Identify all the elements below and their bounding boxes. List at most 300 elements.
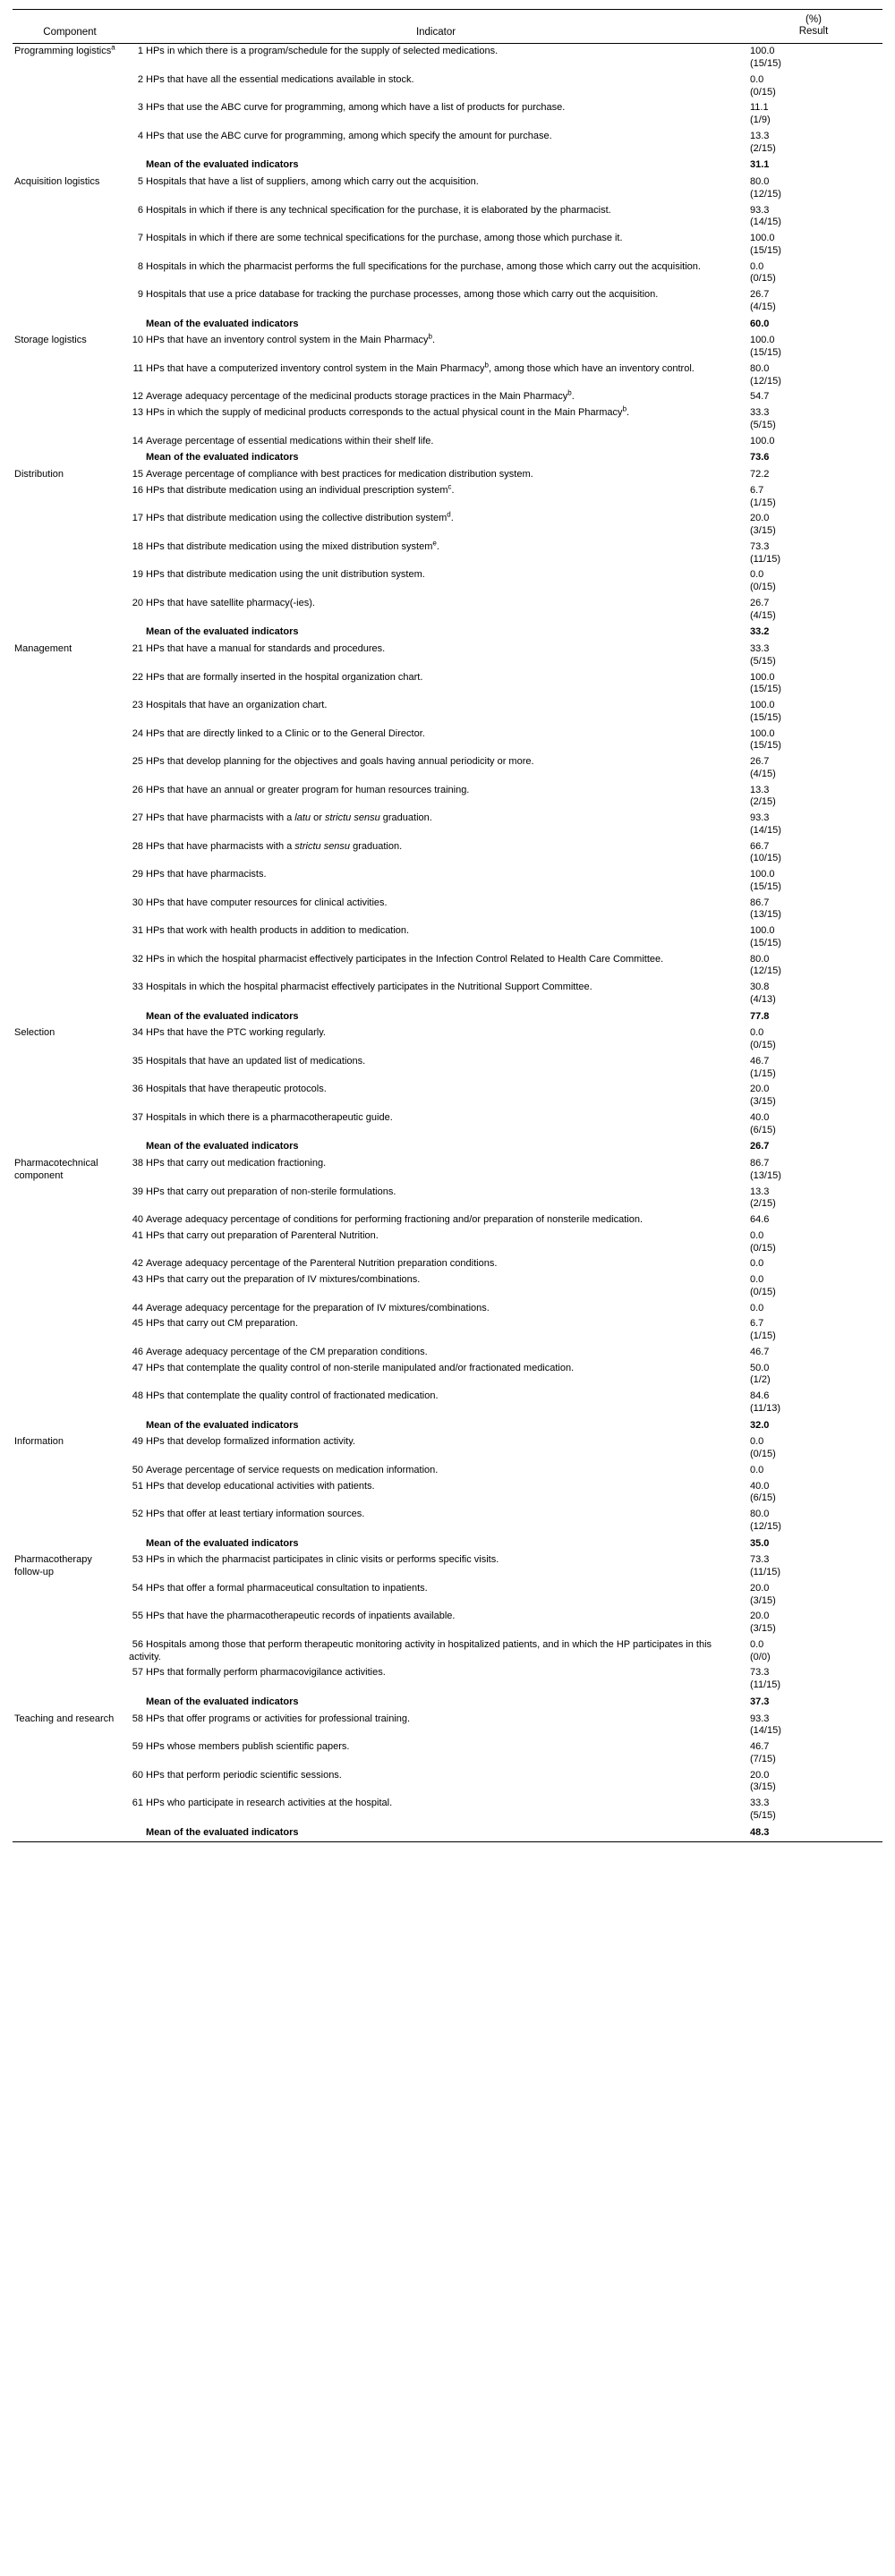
indicator-number: 23 — [132, 700, 143, 711]
indicator-text: Hospitals in which there is a pharmacotherapeutic guide. — [146, 1111, 393, 1123]
indicator-text: HPs that contemplate the quality control of fractionated medication. — [146, 1390, 439, 1402]
table-row — [13, 467, 882, 483]
result-value: 6.7 — [750, 484, 764, 496]
result-fraction: (14/15) — [750, 824, 781, 836]
result-value: 93.3 — [750, 1713, 770, 1724]
table-row — [13, 1256, 882, 1272]
indicator-number: 13 — [132, 407, 143, 419]
result-value: 20.0 — [750, 1611, 770, 1622]
result-cell — [745, 1156, 882, 1185]
indicator-cell — [127, 231, 745, 259]
result-fraction: (4/13) — [750, 993, 776, 1005]
indicator-text-tail: . — [431, 335, 435, 346]
table-row — [13, 129, 882, 157]
indicator-cell — [127, 1552, 745, 1581]
result-cell — [745, 389, 882, 405]
result-cell — [745, 1463, 882, 1479]
result-value: 72.2 — [750, 469, 770, 480]
indicator-number: 6 — [137, 204, 143, 216]
result-cell — [745, 1665, 882, 1694]
indicator-number: 10 — [132, 335, 143, 346]
result-fraction: (1/2) — [750, 1374, 771, 1386]
table-row — [13, 1609, 882, 1637]
indicator-text: Hospitals that have therapeutic protocols. — [146, 1084, 327, 1095]
indicator-number: 35 — [132, 1055, 143, 1067]
result-fraction: (0/15) — [750, 86, 776, 98]
result-fraction: (0/15) — [750, 273, 776, 285]
result-value: 46.7 — [750, 1741, 770, 1753]
result-value: 13.3 — [750, 784, 770, 795]
result-cell — [745, 1552, 882, 1581]
table-row — [13, 1739, 882, 1768]
table-row — [13, 361, 882, 390]
result-cell — [745, 923, 882, 952]
result-value: 0.0 — [750, 569, 764, 581]
indicator-number: 7 — [137, 233, 143, 244]
indicators-results-table — [13, 9, 882, 1842]
table-row — [13, 1025, 882, 1054]
result-fraction: (0/15) — [750, 1242, 776, 1254]
result-fraction: (3/15) — [750, 1781, 776, 1793]
result-value: 33.3 — [750, 1798, 770, 1809]
result-fraction: (0/0) — [750, 1651, 771, 1662]
mean-row — [13, 1694, 882, 1712]
result-value: 54.7 — [750, 391, 770, 403]
component-cell — [13, 1025, 127, 1156]
result-value: 0.0 — [750, 260, 764, 272]
table-row — [13, 1479, 882, 1508]
result-cell — [745, 203, 882, 232]
indicator-number: 61 — [132, 1798, 143, 1809]
table-row — [13, 259, 882, 288]
result-value: 26.7 — [750, 289, 770, 301]
indicator-text: HPs that have pharmacists with a strictu sensu graduation. — [146, 840, 403, 852]
result-fraction: (1/9) — [750, 115, 771, 126]
indicator-number: 60 — [132, 1769, 143, 1781]
result-value: 100.0 — [750, 435, 775, 446]
result-fraction: (0/15) — [750, 1040, 776, 1051]
result-value: 80.0 — [750, 176, 770, 188]
result-cell — [745, 1637, 882, 1666]
indicator-text: Hospitals in which the hospital pharmacist effectively participates in the Nutritional Support Committee. — [146, 982, 592, 993]
indicator-cell — [127, 1507, 745, 1535]
indicator-text: HPs that formally perform pharmacovigilance activities. — [146, 1667, 386, 1679]
result-cell — [745, 980, 882, 1008]
mean-label-cell: Mean of the evaluated indicators — [146, 452, 299, 463]
indicator-number: 42 — [132, 1258, 143, 1270]
mean-row — [13, 1535, 882, 1553]
result-value: 13.3 — [750, 130, 770, 141]
indicator-cell — [127, 1316, 745, 1345]
indicator-number: 46 — [132, 1346, 143, 1357]
indicator-number: 37 — [132, 1111, 143, 1123]
indicator-cell — [127, 1212, 745, 1228]
indicator-cell — [127, 1156, 745, 1185]
mean-label-cell: Mean of the evaluated indicators — [146, 318, 299, 329]
result-value: 46.7 — [750, 1055, 770, 1067]
indicator-text-tail: . — [451, 484, 455, 496]
table-row — [13, 1552, 882, 1581]
result-value: 50.0 — [750, 1362, 770, 1373]
indicator-cell — [127, 1054, 745, 1083]
result-fraction: (5/15) — [750, 1809, 776, 1821]
result-fraction: (13/15) — [750, 909, 781, 921]
indicator-number: 20 — [132, 597, 143, 608]
indicator-number: 48 — [132, 1390, 143, 1402]
table-row — [13, 1665, 882, 1694]
indicator-number: 39 — [132, 1186, 143, 1197]
indicator-number: 38 — [132, 1158, 143, 1169]
indicator-number: 29 — [132, 869, 143, 880]
indicator-text: HPs that distribute medication using the unit distribution system. — [146, 569, 425, 581]
indicator-text: HPs that work with health products in addition to medication. — [146, 925, 410, 937]
indicator-number: 43 — [132, 1274, 143, 1286]
indicator-cell — [127, 952, 745, 981]
result-cell — [745, 1479, 882, 1508]
indicator-number: 54 — [132, 1582, 143, 1594]
indicator-cell — [127, 839, 745, 868]
mean-row — [13, 1824, 882, 1842]
indicator-cell — [127, 1025, 745, 1054]
indicator-cell — [127, 333, 745, 361]
result-value: 100.0 — [750, 727, 775, 739]
result-fraction: (2/15) — [750, 142, 776, 154]
result-fraction: (6/15) — [750, 1492, 776, 1504]
result-value: 0.0 — [750, 73, 764, 85]
indicator-text: HPs that have computer resources for clinical activities. — [146, 897, 388, 908]
indicator-text: HPs that are directly linked to a Clinic or to the General Director. — [146, 727, 425, 739]
result-cell — [745, 698, 882, 727]
indicator-footnote-marker: b — [428, 332, 432, 341]
indicator-number: 17 — [132, 513, 143, 524]
result-fraction: (5/15) — [750, 655, 776, 667]
indicator-cell — [127, 174, 745, 203]
result-cell — [745, 44, 882, 72]
indicator-text: HPs that develop formalized information activity. — [146, 1436, 355, 1448]
result-value: 100.0 — [750, 700, 775, 711]
result-value: 80.0 — [750, 1509, 770, 1520]
component-label: Distribution — [14, 469, 64, 480]
column-header-result — [745, 10, 882, 44]
result-value: 40.0 — [750, 1480, 770, 1492]
table-row — [13, 389, 882, 405]
component-cell — [13, 174, 127, 333]
indicator-cell — [127, 596, 745, 625]
result-value: 33.3 — [750, 407, 770, 419]
result-value: 0.0 — [750, 1274, 764, 1286]
indicator-cell — [127, 642, 745, 670]
result-value: 73.3 — [750, 540, 770, 552]
component-label: Pharmacotechnical component — [14, 1158, 98, 1181]
mean-label-cell: Mean of the evaluated indicators — [146, 626, 299, 638]
indicator-text: HPs that distribute medication using the mixed distribution system — [146, 540, 433, 552]
result-value: 100.0 — [750, 335, 775, 346]
indicator-text-tail: . — [626, 407, 630, 419]
indicator-number: 56 — [132, 1638, 143, 1650]
indicator-text: Average percentage of compliance with best practices for medication distribution system. — [146, 469, 533, 480]
table-row — [13, 1110, 882, 1139]
mean-row — [13, 316, 882, 334]
table-row — [13, 44, 882, 72]
result-cell — [745, 511, 882, 540]
mean-value-cell: 31.1 — [750, 159, 770, 171]
result-value: 80.0 — [750, 362, 770, 374]
result-cell — [745, 1256, 882, 1272]
result-fraction: (2/15) — [750, 1198, 776, 1210]
result-fraction: (4/15) — [750, 768, 776, 779]
indicator-text: Hospitals in which the pharmacist performs the full specifications for the purchase, among those which carry out the acquisition. — [146, 260, 701, 272]
mean-label-cell: Mean of the evaluated indicators — [146, 159, 299, 171]
component-label: Programming logistics — [14, 46, 112, 57]
indicator-number: 59 — [132, 1741, 143, 1753]
result-value: 100.0 — [750, 925, 775, 937]
indicator-cell — [127, 467, 745, 483]
table-row — [13, 867, 882, 896]
indicator-cell — [127, 1739, 745, 1768]
result-value: 100.0 — [750, 671, 775, 683]
indicator-text: HPs who participate in research activities at the hospital. — [146, 1798, 393, 1809]
indicator-text: HPs that have pharmacists with a latu or strictu sensu graduation. — [146, 812, 432, 824]
mean-value-cell: 35.0 — [750, 1537, 770, 1549]
result-fraction: (15/15) — [750, 58, 781, 70]
mean-value-cell: 48.3 — [745, 1824, 882, 1842]
indicator-text: Average percentage of essential medications within their shelf life. — [146, 435, 434, 446]
indicator-cell — [127, 1712, 745, 1740]
result-fraction: (15/15) — [750, 711, 781, 723]
result-fraction: (11/15) — [750, 1679, 781, 1691]
component-cell — [13, 1156, 127, 1434]
indicator-number: 11 — [132, 362, 143, 374]
result-value: 20.0 — [750, 1084, 770, 1095]
result-fraction: (1/15) — [750, 497, 776, 508]
indicator-footnote-marker: c — [448, 482, 452, 491]
result-cell — [745, 100, 882, 129]
indicator-number: 31 — [132, 925, 143, 937]
indicator-text: HPs that have a manual for standards and procedures. — [146, 643, 386, 655]
indicator-cell — [127, 434, 745, 450]
indicator-number: 55 — [132, 1611, 143, 1622]
indicator-cell — [127, 783, 745, 812]
result-fraction: (15/15) — [750, 244, 781, 256]
indicator-text: HPs in which there is a program/schedule for the supply of selected medications. — [146, 46, 499, 57]
indicator-text: HPs that have all the essential medications available in stock. — [146, 73, 414, 85]
result-value: 73.3 — [750, 1554, 770, 1566]
indicator-number: 15 — [132, 469, 143, 480]
indicator-footnote-marker: b — [484, 361, 489, 370]
result-value: 80.0 — [750, 953, 770, 965]
result-cell — [745, 1345, 882, 1361]
result-fraction: (4/15) — [750, 301, 776, 312]
component-label: Selection — [14, 1027, 55, 1039]
indicator-number: 14 — [132, 435, 143, 446]
indicator-cell — [127, 72, 745, 101]
result-fraction: (14/15) — [750, 1725, 781, 1737]
indicator-number: 8 — [137, 260, 143, 272]
indicator-text: Average adequacy percentage of the Parenteral Nutrition preparation conditions. — [146, 1258, 498, 1270]
result-fraction: (7/15) — [750, 1753, 776, 1764]
indicator-cell — [127, 361, 745, 390]
result-cell — [745, 1361, 882, 1390]
indicator-text: HPs that develop planning for the objectives and goals having annual periodicity or more. — [146, 756, 534, 768]
indicator-cell — [127, 1434, 745, 1463]
result-value: 66.7 — [750, 840, 770, 852]
indicator-cell — [127, 1256, 745, 1272]
table-row — [13, 783, 882, 812]
result-cell — [745, 1434, 882, 1463]
result-fraction: (2/15) — [750, 796, 776, 808]
result-fraction: (12/15) — [750, 188, 781, 200]
indicator-text: HPs that offer programs or activities for professional training. — [146, 1713, 411, 1724]
indicator-cell — [127, 483, 745, 512]
indicator-number: 45 — [132, 1318, 143, 1330]
indicator-text: HPs in which the hospital pharmacist effectively participates in the Infection Control Related to Health Care Committee. — [146, 953, 664, 965]
indicator-number: 2 — [137, 73, 143, 85]
indicator-number: 22 — [132, 671, 143, 683]
indicator-text: Hospitals that have a list of suppliers, among which carry out the acquisition. — [146, 176, 479, 188]
table-row — [13, 1637, 882, 1666]
table-row — [13, 896, 882, 924]
result-fraction: (10/15) — [750, 853, 781, 864]
component-label: Teaching and research — [14, 1713, 115, 1724]
result-fraction: (6/15) — [750, 1124, 776, 1135]
indicator-text: HPs that distribute medication using the collective distribution system — [146, 513, 448, 524]
indicator-cell — [127, 44, 745, 72]
result-fraction: (15/15) — [750, 880, 781, 892]
table-row — [13, 952, 882, 981]
result-value: 73.3 — [750, 1667, 770, 1679]
result-cell — [745, 867, 882, 896]
table-row — [13, 1316, 882, 1345]
result-value: 13.3 — [750, 1186, 770, 1197]
indicator-cell — [127, 1389, 745, 1417]
indicator-cell — [127, 1463, 745, 1479]
indicator-text: HPs that have an inventory control system in the Main Pharmacy — [146, 335, 429, 346]
table-row — [13, 1212, 882, 1228]
mean-value-cell: 73.6 — [750, 452, 770, 463]
indicator-text: Hospitals that use a price database for tracking the purchase processes, among those which carry out the acquisition. — [146, 289, 659, 301]
result-fraction: (4/15) — [750, 609, 776, 621]
result-fraction: (11/13) — [750, 1402, 781, 1414]
indicator-text: HPs that carry out preparation of non-sterile formulations. — [146, 1186, 396, 1197]
indicator-number: 57 — [132, 1667, 143, 1679]
indicator-text: HPs that perform periodic scientific sessions. — [146, 1769, 342, 1781]
indicator-text: HPs that use the ABC curve for programming, among which specify the amount for purchase. — [146, 130, 552, 141]
indicator-cell — [127, 100, 745, 129]
table-row — [13, 1389, 882, 1417]
indicator-number: 27 — [132, 812, 143, 824]
result-value: 100.0 — [750, 869, 775, 880]
indicator-text-tail: . — [571, 391, 575, 403]
table-row — [13, 1434, 882, 1463]
result-value: 64.6 — [750, 1214, 770, 1226]
mean-row — [13, 449, 882, 467]
indicator-cell — [127, 540, 745, 568]
mean-label-cell: Mean of the evaluated indicators — [146, 1419, 299, 1431]
mean-value-cell: 60.0 — [750, 318, 770, 329]
indicator-text: HPs that contemplate the quality control of non-sterile manipulated and/or fractionated medication. — [146, 1362, 575, 1373]
indicator-number: 28 — [132, 840, 143, 852]
indicator-number: 58 — [132, 1713, 143, 1724]
result-value: 0.0 — [750, 1258, 764, 1270]
result-cell — [745, 783, 882, 812]
result-value: 86.7 — [750, 897, 770, 908]
indicator-cell — [127, 670, 745, 699]
result-fraction: (0/15) — [750, 1286, 776, 1297]
indicator-text: HPs that offer a formal pharmaceutical consultation to inpatients. — [146, 1582, 428, 1594]
table-row — [13, 405, 882, 434]
result-cell — [745, 540, 882, 568]
table-row — [13, 1768, 882, 1797]
result-cell — [745, 1054, 882, 1083]
table-row — [13, 1463, 882, 1479]
indicator-cell — [127, 811, 745, 839]
result-cell — [745, 1185, 882, 1213]
indicator-cell — [127, 980, 745, 1008]
result-cell — [745, 434, 882, 450]
result-cell — [745, 811, 882, 839]
result-cell — [745, 1739, 882, 1768]
result-cell — [745, 174, 882, 203]
table-row — [13, 698, 882, 727]
indicator-cell — [127, 1272, 745, 1301]
result-cell — [745, 896, 882, 924]
result-fraction: (5/15) — [750, 419, 776, 430]
table-row — [13, 1581, 882, 1610]
indicator-number: 5 — [137, 176, 143, 188]
table-row — [13, 839, 882, 868]
indicator-text-tail: , among those which have an inventory control. — [488, 362, 695, 374]
indicator-cell — [127, 896, 745, 924]
table-row — [13, 670, 882, 699]
mean-value-cell: 32.0 — [750, 1419, 770, 1431]
component-label: Information — [14, 1436, 64, 1448]
indicator-footnote-marker: b — [567, 388, 572, 397]
indicator-text: Hospitals that have an updated list of medications. — [146, 1055, 366, 1067]
table-row — [13, 483, 882, 512]
table-row — [13, 333, 882, 361]
table-row — [13, 1082, 882, 1110]
component-cell — [13, 1434, 127, 1552]
component-footnote-marker: a — [111, 43, 115, 52]
indicator-cell — [127, 511, 745, 540]
component-cell — [13, 1552, 127, 1711]
table-row — [13, 511, 882, 540]
result-fraction: (15/15) — [750, 740, 781, 752]
indicator-text-tail: . — [450, 513, 454, 524]
indicator-footnote-marker: b — [622, 404, 627, 413]
result-value: 0.0 — [750, 1638, 764, 1650]
result-fraction: (1/15) — [750, 1067, 776, 1079]
indicator-text: HPs in which the pharmacist participates in clinic visits or performs specific visits. — [146, 1554, 499, 1566]
component-cell — [13, 1712, 127, 1842]
indicator-number: 25 — [132, 756, 143, 768]
indicator-text: HPs that distribute medication using an individual prescription system — [146, 484, 448, 496]
indicator-number: 26 — [132, 784, 143, 795]
result-cell — [745, 1301, 882, 1317]
mean-label-cell: Mean of the evaluated indicators — [146, 1696, 299, 1707]
indicator-text: Hospitals in which if there is any technical specification for the purchase, it is elaborated by the pharmacist. — [146, 204, 611, 216]
result-value: 11.1 — [750, 102, 769, 114]
result-cell — [745, 1507, 882, 1535]
result-value: 93.3 — [750, 204, 770, 216]
column-header-indicator: Indicator — [127, 10, 745, 44]
mean-label-cell: Mean of the evaluated indicators — [146, 1010, 299, 1022]
table-row — [13, 203, 882, 232]
indicator-number: 51 — [132, 1480, 143, 1492]
table-row — [13, 434, 882, 450]
result-cell — [745, 1609, 882, 1637]
result-cell — [745, 1316, 882, 1345]
